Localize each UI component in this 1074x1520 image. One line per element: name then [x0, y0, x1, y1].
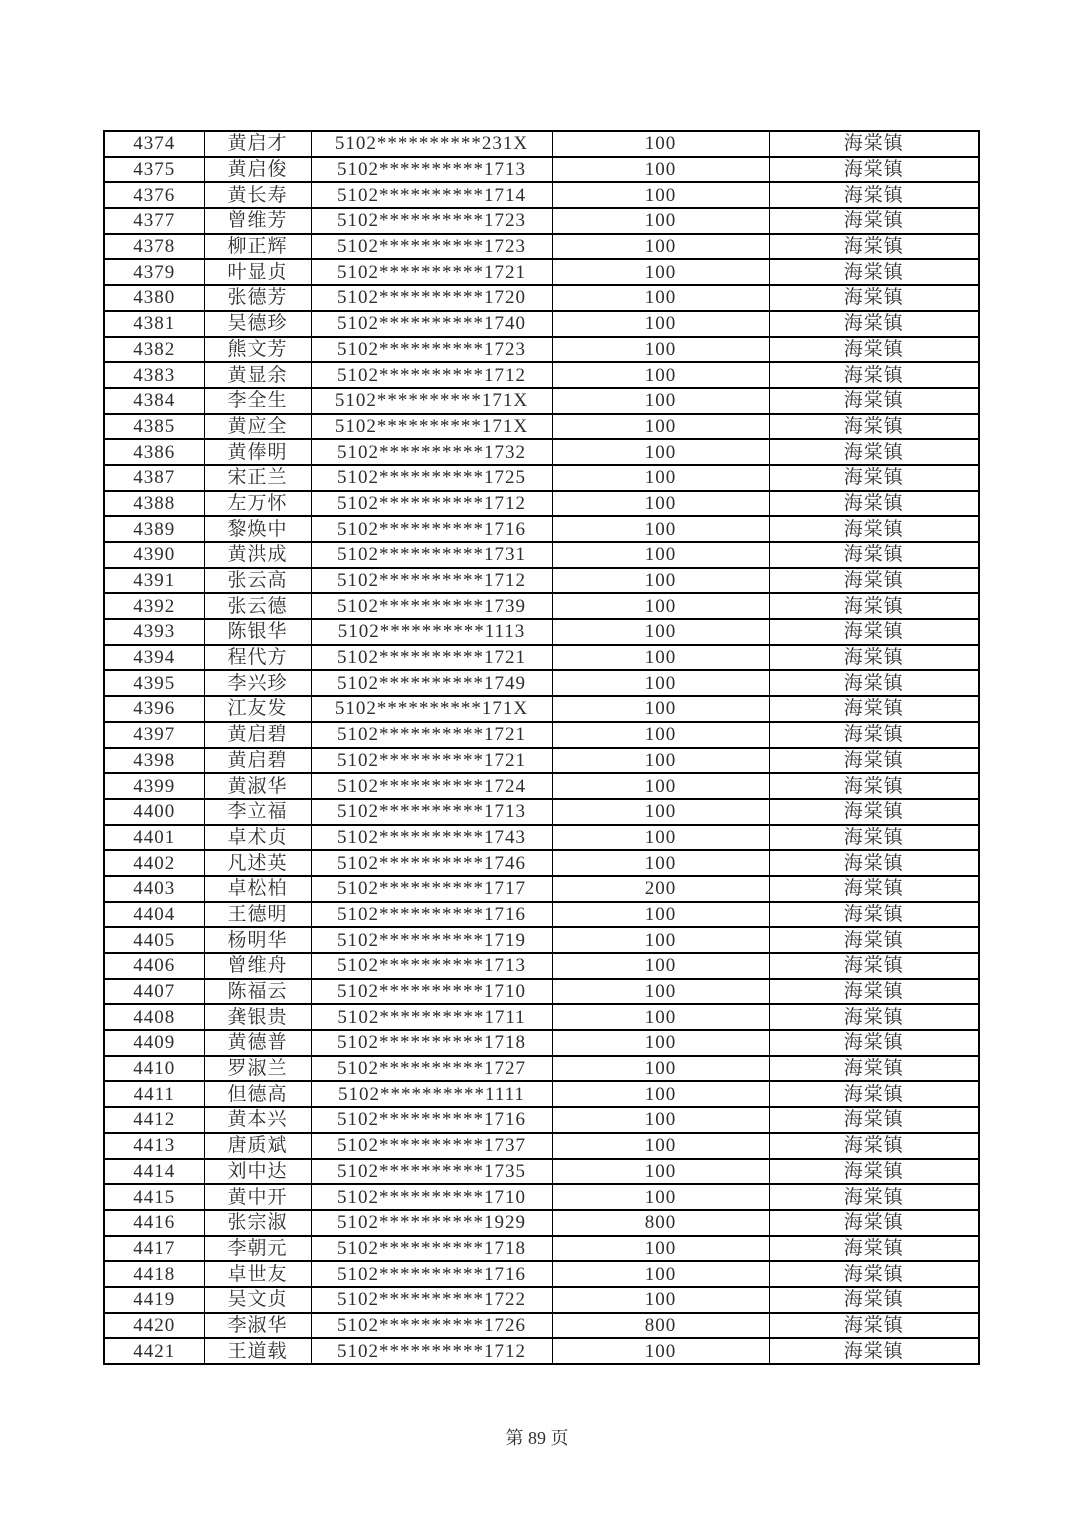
- cell-town: 海棠镇: [769, 414, 979, 440]
- cell-id-number: 5102**********1719: [311, 927, 552, 953]
- cell-person-name: 宋正兰: [204, 465, 311, 491]
- cell-person-name: 卓术贞: [204, 825, 311, 851]
- cell-town: 海棠镇: [769, 645, 979, 671]
- cell-town: 海棠镇: [769, 799, 979, 825]
- cell-amount: 100: [552, 1030, 769, 1056]
- cell-town: 海棠镇: [769, 748, 979, 774]
- table-row: [104, 670, 979, 696]
- cell-person-name: 吴文贞: [204, 1287, 311, 1313]
- cell-person-name: 熊文芳: [204, 337, 311, 363]
- cell-id-number: 5102**********171X: [311, 414, 552, 440]
- cell-id-number: 5102**********1727: [311, 1056, 552, 1082]
- cell-town: 海棠镇: [769, 311, 979, 337]
- table-row: [104, 876, 979, 902]
- cell-person-name: 黄本兴: [204, 1107, 311, 1133]
- table-row: [104, 234, 979, 260]
- cell-person-name: 江友发: [204, 696, 311, 722]
- cell-amount: 100: [552, 619, 769, 645]
- cell-amount: 100: [552, 850, 769, 876]
- cell-id-number: 5102**********1712: [311, 362, 552, 388]
- cell-town: 海棠镇: [769, 1184, 979, 1210]
- table-row: [104, 414, 979, 440]
- cell-town: 海棠镇: [769, 1287, 979, 1313]
- table-row: [104, 1081, 979, 1107]
- cell-town: 海棠镇: [769, 131, 979, 157]
- cell-amount: 100: [552, 1287, 769, 1313]
- table-row: [104, 748, 979, 774]
- cell-town: 海棠镇: [769, 234, 979, 260]
- cell-id-number: 5102**********1721: [311, 722, 552, 748]
- cell-id-number: 5102**********1717: [311, 876, 552, 902]
- cell-person-name: 黄启碧: [204, 722, 311, 748]
- cell-serial-number: 4374: [104, 131, 204, 157]
- cell-amount: 100: [552, 1081, 769, 1107]
- cell-serial-number: 4402: [104, 850, 204, 876]
- cell-amount: 100: [552, 773, 769, 799]
- cell-serial-number: 4386: [104, 439, 204, 465]
- table-row: [104, 773, 979, 799]
- cell-person-name: 但德高: [204, 1081, 311, 1107]
- table-row: [104, 1287, 979, 1313]
- cell-id-number: 5102**********1713: [311, 953, 552, 979]
- cell-person-name: 程代方: [204, 645, 311, 671]
- cell-town: 海棠镇: [769, 953, 979, 979]
- cell-town: 海棠镇: [769, 157, 979, 183]
- cell-serial-number: 4377: [104, 208, 204, 234]
- cell-serial-number: 4418: [104, 1261, 204, 1287]
- cell-town: 海棠镇: [769, 979, 979, 1005]
- cell-amount: 100: [552, 799, 769, 825]
- cell-person-name: 黄洪成: [204, 542, 311, 568]
- cell-person-name: 叶显贞: [204, 259, 311, 285]
- cell-id-number: 5102**********1723: [311, 337, 552, 363]
- table-row: [104, 1210, 979, 1236]
- cell-id-number: 5102**********1725: [311, 465, 552, 491]
- table-row: [104, 1107, 979, 1133]
- table-row: [104, 516, 979, 542]
- cell-id-number: 5102**********171X: [311, 696, 552, 722]
- cell-person-name: 黄俸明: [204, 439, 311, 465]
- table-row: [104, 439, 979, 465]
- table-row: [104, 1338, 979, 1364]
- cell-amount: 100: [552, 388, 769, 414]
- cell-id-number: 5102**********1710: [311, 1184, 552, 1210]
- cell-person-name: 黄启碧: [204, 748, 311, 774]
- cell-person-name: 王道载: [204, 1338, 311, 1364]
- cell-amount: 100: [552, 645, 769, 671]
- table-row: [104, 722, 979, 748]
- cell-person-name: 黄显余: [204, 362, 311, 388]
- cell-serial-number: 4381: [104, 311, 204, 337]
- cell-serial-number: 4403: [104, 876, 204, 902]
- cell-town: 海棠镇: [769, 1081, 979, 1107]
- cell-town: 海棠镇: [769, 1133, 979, 1159]
- cell-town: 海棠镇: [769, 593, 979, 619]
- cell-town: 海棠镇: [769, 259, 979, 285]
- cell-serial-number: 4416: [104, 1210, 204, 1236]
- table-row: [104, 259, 979, 285]
- cell-serial-number: 4379: [104, 259, 204, 285]
- cell-serial-number: 4398: [104, 748, 204, 774]
- cell-id-number: 5102**********1721: [311, 748, 552, 774]
- table-body: [104, 131, 979, 1364]
- cell-town: 海棠镇: [769, 1030, 979, 1056]
- cell-serial-number: 4380: [104, 285, 204, 311]
- cell-serial-number: 4383: [104, 362, 204, 388]
- cell-amount: 100: [552, 593, 769, 619]
- cell-id-number: 5102**********1737: [311, 1133, 552, 1159]
- cell-amount: 100: [552, 825, 769, 851]
- cell-person-name: 黄应全: [204, 414, 311, 440]
- cell-amount: 100: [552, 516, 769, 542]
- cell-person-name: 王德明: [204, 902, 311, 928]
- cell-serial-number: 4404: [104, 902, 204, 928]
- cell-person-name: 黎焕中: [204, 516, 311, 542]
- table-row: [104, 542, 979, 568]
- cell-person-name: 柳正辉: [204, 234, 311, 260]
- cell-serial-number: 4389: [104, 516, 204, 542]
- cell-amount: 100: [552, 748, 769, 774]
- cell-serial-number: 4396: [104, 696, 204, 722]
- cell-id-number: 5102**********1113: [311, 619, 552, 645]
- cell-serial-number: 4384: [104, 388, 204, 414]
- cell-town: 海棠镇: [769, 1056, 979, 1082]
- cell-person-name: 卓松柏: [204, 876, 311, 902]
- cell-amount: 100: [552, 902, 769, 928]
- cell-amount: 800: [552, 1313, 769, 1339]
- table-row: [104, 825, 979, 851]
- cell-amount: 100: [552, 1004, 769, 1030]
- cell-town: 海棠镇: [769, 1107, 979, 1133]
- cell-serial-number: 4413: [104, 1133, 204, 1159]
- cell-person-name: 陈福云: [204, 979, 311, 1005]
- cell-town: 海棠镇: [769, 491, 979, 517]
- cell-serial-number: 4420: [104, 1313, 204, 1339]
- cell-person-name: 张宗淑: [204, 1210, 311, 1236]
- cell-id-number: 5102**********1724: [311, 773, 552, 799]
- cell-id-number: 5102**********1731: [311, 542, 552, 568]
- cell-id-number: 5102**********1713: [311, 157, 552, 183]
- cell-person-name: 黄中开: [204, 1184, 311, 1210]
- cell-id-number: 5102**********1111: [311, 1081, 552, 1107]
- cell-amount: 100: [552, 285, 769, 311]
- cell-town: 海棠镇: [769, 568, 979, 594]
- cell-serial-number: 4400: [104, 799, 204, 825]
- cell-amount: 100: [552, 414, 769, 440]
- cell-town: 海棠镇: [769, 1004, 979, 1030]
- cell-id-number: 5102**********1746: [311, 850, 552, 876]
- cell-serial-number: 4387: [104, 465, 204, 491]
- cell-amount: 100: [552, 491, 769, 517]
- cell-person-name: 黄启才: [204, 131, 311, 157]
- cell-amount: 100: [552, 465, 769, 491]
- cell-town: 海棠镇: [769, 1159, 979, 1185]
- cell-id-number: 5102**********1740: [311, 311, 552, 337]
- table-row: [104, 1004, 979, 1030]
- cell-id-number: 5102**********1713: [311, 799, 552, 825]
- cell-town: 海棠镇: [769, 850, 979, 876]
- table-row: [104, 337, 979, 363]
- cell-person-name: 李兴珍: [204, 670, 311, 696]
- cell-id-number: 5102**********1723: [311, 208, 552, 234]
- cell-person-name: 黄启俊: [204, 157, 311, 183]
- cell-id-number: 5102**********1710: [311, 979, 552, 1005]
- cell-serial-number: 4409: [104, 1030, 204, 1056]
- cell-amount: 100: [552, 337, 769, 363]
- cell-id-number: 5102**********1732: [311, 439, 552, 465]
- table-row: [104, 850, 979, 876]
- cell-person-name: 凡述英: [204, 850, 311, 876]
- cell-amount: 100: [552, 670, 769, 696]
- cell-serial-number: 4421: [104, 1338, 204, 1364]
- cell-town: 海棠镇: [769, 825, 979, 851]
- cell-serial-number: 4399: [104, 773, 204, 799]
- cell-amount: 100: [552, 439, 769, 465]
- cell-serial-number: 4419: [104, 1287, 204, 1313]
- cell-amount: 100: [552, 953, 769, 979]
- table-row: [104, 953, 979, 979]
- cell-town: 海棠镇: [769, 773, 979, 799]
- table-row: [104, 157, 979, 183]
- cell-person-name: 龚银贵: [204, 1004, 311, 1030]
- cell-id-number: 5102**********1718: [311, 1236, 552, 1262]
- cell-serial-number: 4415: [104, 1184, 204, 1210]
- cell-amount: 100: [552, 1261, 769, 1287]
- cell-person-name: 杨明华: [204, 927, 311, 953]
- cell-person-name: 曾维芳: [204, 208, 311, 234]
- cell-amount: 100: [552, 979, 769, 1005]
- cell-id-number: 5102**********171X: [311, 388, 552, 414]
- cell-amount: 100: [552, 1056, 769, 1082]
- table-row: [104, 619, 979, 645]
- cell-town: 海棠镇: [769, 439, 979, 465]
- table-row: [104, 388, 979, 414]
- cell-person-name: 唐质斌: [204, 1133, 311, 1159]
- cell-serial-number: 4376: [104, 182, 204, 208]
- cell-town: 海棠镇: [769, 1236, 979, 1262]
- cell-person-name: 李全生: [204, 388, 311, 414]
- cell-person-name: 李朝元: [204, 1236, 311, 1262]
- cell-person-name: 卓世友: [204, 1261, 311, 1287]
- cell-serial-number: 4405: [104, 927, 204, 953]
- cell-person-name: 张云德: [204, 593, 311, 619]
- cell-amount: 100: [552, 234, 769, 260]
- cell-person-name: 曾维舟: [204, 953, 311, 979]
- cell-town: 海棠镇: [769, 1261, 979, 1287]
- cell-amount: 100: [552, 1159, 769, 1185]
- cell-person-name: 黄德普: [204, 1030, 311, 1056]
- table-row: [104, 1236, 979, 1262]
- table-row: [104, 1261, 979, 1287]
- cell-amount: 100: [552, 542, 769, 568]
- cell-id-number: 5102**********1721: [311, 645, 552, 671]
- cell-person-name: 黄淑华: [204, 773, 311, 799]
- cell-town: 海棠镇: [769, 696, 979, 722]
- cell-person-name: 罗淑兰: [204, 1056, 311, 1082]
- cell-town: 海棠镇: [769, 542, 979, 568]
- cell-town: 海棠镇: [769, 208, 979, 234]
- cell-amount: 100: [552, 722, 769, 748]
- cell-town: 海棠镇: [769, 388, 979, 414]
- cell-amount: 100: [552, 131, 769, 157]
- cell-id-number: 5102**********1723: [311, 234, 552, 260]
- cell-amount: 800: [552, 1210, 769, 1236]
- cell-amount: 100: [552, 927, 769, 953]
- cell-serial-number: 4394: [104, 645, 204, 671]
- cell-id-number: 5102**********1721: [311, 259, 552, 285]
- table-row: [104, 1030, 979, 1056]
- cell-serial-number: 4412: [104, 1107, 204, 1133]
- cell-amount: 100: [552, 362, 769, 388]
- cell-id-number: 5102**********1716: [311, 1261, 552, 1287]
- cell-serial-number: 4391: [104, 568, 204, 594]
- cell-person-name: 陈银华: [204, 619, 311, 645]
- table-row: [104, 1159, 979, 1185]
- cell-serial-number: 4406: [104, 953, 204, 979]
- cell-serial-number: 4378: [104, 234, 204, 260]
- cell-person-name: 张云高: [204, 568, 311, 594]
- cell-serial-number: 4385: [104, 414, 204, 440]
- cell-id-number: 5102**********1735: [311, 1159, 552, 1185]
- cell-serial-number: 4414: [104, 1159, 204, 1185]
- cell-town: 海棠镇: [769, 619, 979, 645]
- cell-amount: 100: [552, 1338, 769, 1364]
- cell-amount: 100: [552, 311, 769, 337]
- cell-serial-number: 4401: [104, 825, 204, 851]
- cell-town: 海棠镇: [769, 902, 979, 928]
- table-row: [104, 131, 979, 157]
- cell-amount: 100: [552, 1184, 769, 1210]
- cell-amount: 100: [552, 157, 769, 183]
- table-row: [104, 1056, 979, 1082]
- table-row: [104, 568, 979, 594]
- cell-serial-number: 4407: [104, 979, 204, 1005]
- cell-amount: 100: [552, 696, 769, 722]
- cell-town: 海棠镇: [769, 465, 979, 491]
- cell-town: 海棠镇: [769, 670, 979, 696]
- cell-town: 海棠镇: [769, 876, 979, 902]
- table-row: [104, 696, 979, 722]
- table-row: [104, 979, 979, 1005]
- cell-serial-number: 4410: [104, 1056, 204, 1082]
- cell-amount: 100: [552, 1107, 769, 1133]
- cell-id-number: 5102**********1718: [311, 1030, 552, 1056]
- cell-id-number: 5102**********1726: [311, 1313, 552, 1339]
- cell-town: 海棠镇: [769, 337, 979, 363]
- cell-town: 海棠镇: [769, 516, 979, 542]
- cell-amount: 100: [552, 568, 769, 594]
- table-row: [104, 208, 979, 234]
- cell-amount: 200: [552, 876, 769, 902]
- cell-id-number: 5102**********1929: [311, 1210, 552, 1236]
- table-row: [104, 491, 979, 517]
- table-row: [104, 799, 979, 825]
- cell-amount: 100: [552, 259, 769, 285]
- cell-amount: 100: [552, 1133, 769, 1159]
- cell-id-number: 5102**********1743: [311, 825, 552, 851]
- cell-town: 海棠镇: [769, 1313, 979, 1339]
- cell-person-name: 李淑华: [204, 1313, 311, 1339]
- table-row: [104, 465, 979, 491]
- cell-town: 海棠镇: [769, 1338, 979, 1364]
- table-row: [104, 1133, 979, 1159]
- payment-roster-table: [103, 130, 980, 1365]
- cell-id-number: 5102**********1739: [311, 593, 552, 619]
- cell-person-name: 左万怀: [204, 491, 311, 517]
- cell-person-name: 黄长寿: [204, 182, 311, 208]
- cell-id-number: 5102**********1720: [311, 285, 552, 311]
- cell-serial-number: 4411: [104, 1081, 204, 1107]
- cell-town: 海棠镇: [769, 182, 979, 208]
- table-row: [104, 927, 979, 953]
- cell-id-number: 5102**********1716: [311, 516, 552, 542]
- table-row: [104, 311, 979, 337]
- cell-id-number: 5102**********1712: [311, 1338, 552, 1364]
- cell-serial-number: 4397: [104, 722, 204, 748]
- cell-serial-number: 4382: [104, 337, 204, 363]
- cell-id-number: 5102**********1712: [311, 568, 552, 594]
- cell-person-name: 张德芳: [204, 285, 311, 311]
- table-row: [104, 902, 979, 928]
- cell-serial-number: 4392: [104, 593, 204, 619]
- page-footer: [0, 1424, 1074, 1450]
- cell-person-name: 刘中达: [204, 1159, 311, 1185]
- cell-id-number: 5102**********1712: [311, 491, 552, 517]
- cell-id-number: 5102**********1749: [311, 670, 552, 696]
- cell-person-name: 李立福: [204, 799, 311, 825]
- cell-id-number: 5102**********1716: [311, 902, 552, 928]
- table-row: [104, 362, 979, 388]
- cell-town: 海棠镇: [769, 722, 979, 748]
- cell-amount: 100: [552, 208, 769, 234]
- page-number-label: 第 89 页: [505, 1428, 569, 1448]
- cell-town: 海棠镇: [769, 285, 979, 311]
- cell-id-number: 5102**********1716: [311, 1107, 552, 1133]
- cell-id-number: 5102**********231X: [311, 131, 552, 157]
- cell-serial-number: 4390: [104, 542, 204, 568]
- cell-amount: 100: [552, 182, 769, 208]
- cell-town: 海棠镇: [769, 1210, 979, 1236]
- cell-id-number: 5102**********1722: [311, 1287, 552, 1313]
- cell-serial-number: 4417: [104, 1236, 204, 1262]
- cell-person-name: 吴德珍: [204, 311, 311, 337]
- cell-serial-number: 4408: [104, 1004, 204, 1030]
- cell-serial-number: 4388: [104, 491, 204, 517]
- cell-town: 海棠镇: [769, 927, 979, 953]
- cell-town: 海棠镇: [769, 362, 979, 388]
- cell-serial-number: 4375: [104, 157, 204, 183]
- cell-amount: 100: [552, 1236, 769, 1262]
- cell-serial-number: 4395: [104, 670, 204, 696]
- table-row: [104, 182, 979, 208]
- cell-id-number: 5102**********1711: [311, 1004, 552, 1030]
- table-row: [104, 285, 979, 311]
- cell-id-number: 5102**********1714: [311, 182, 552, 208]
- table-row: [104, 1184, 979, 1210]
- cell-serial-number: 4393: [104, 619, 204, 645]
- table-row: [104, 1313, 979, 1339]
- table-row: [104, 593, 979, 619]
- table-row: [104, 645, 979, 671]
